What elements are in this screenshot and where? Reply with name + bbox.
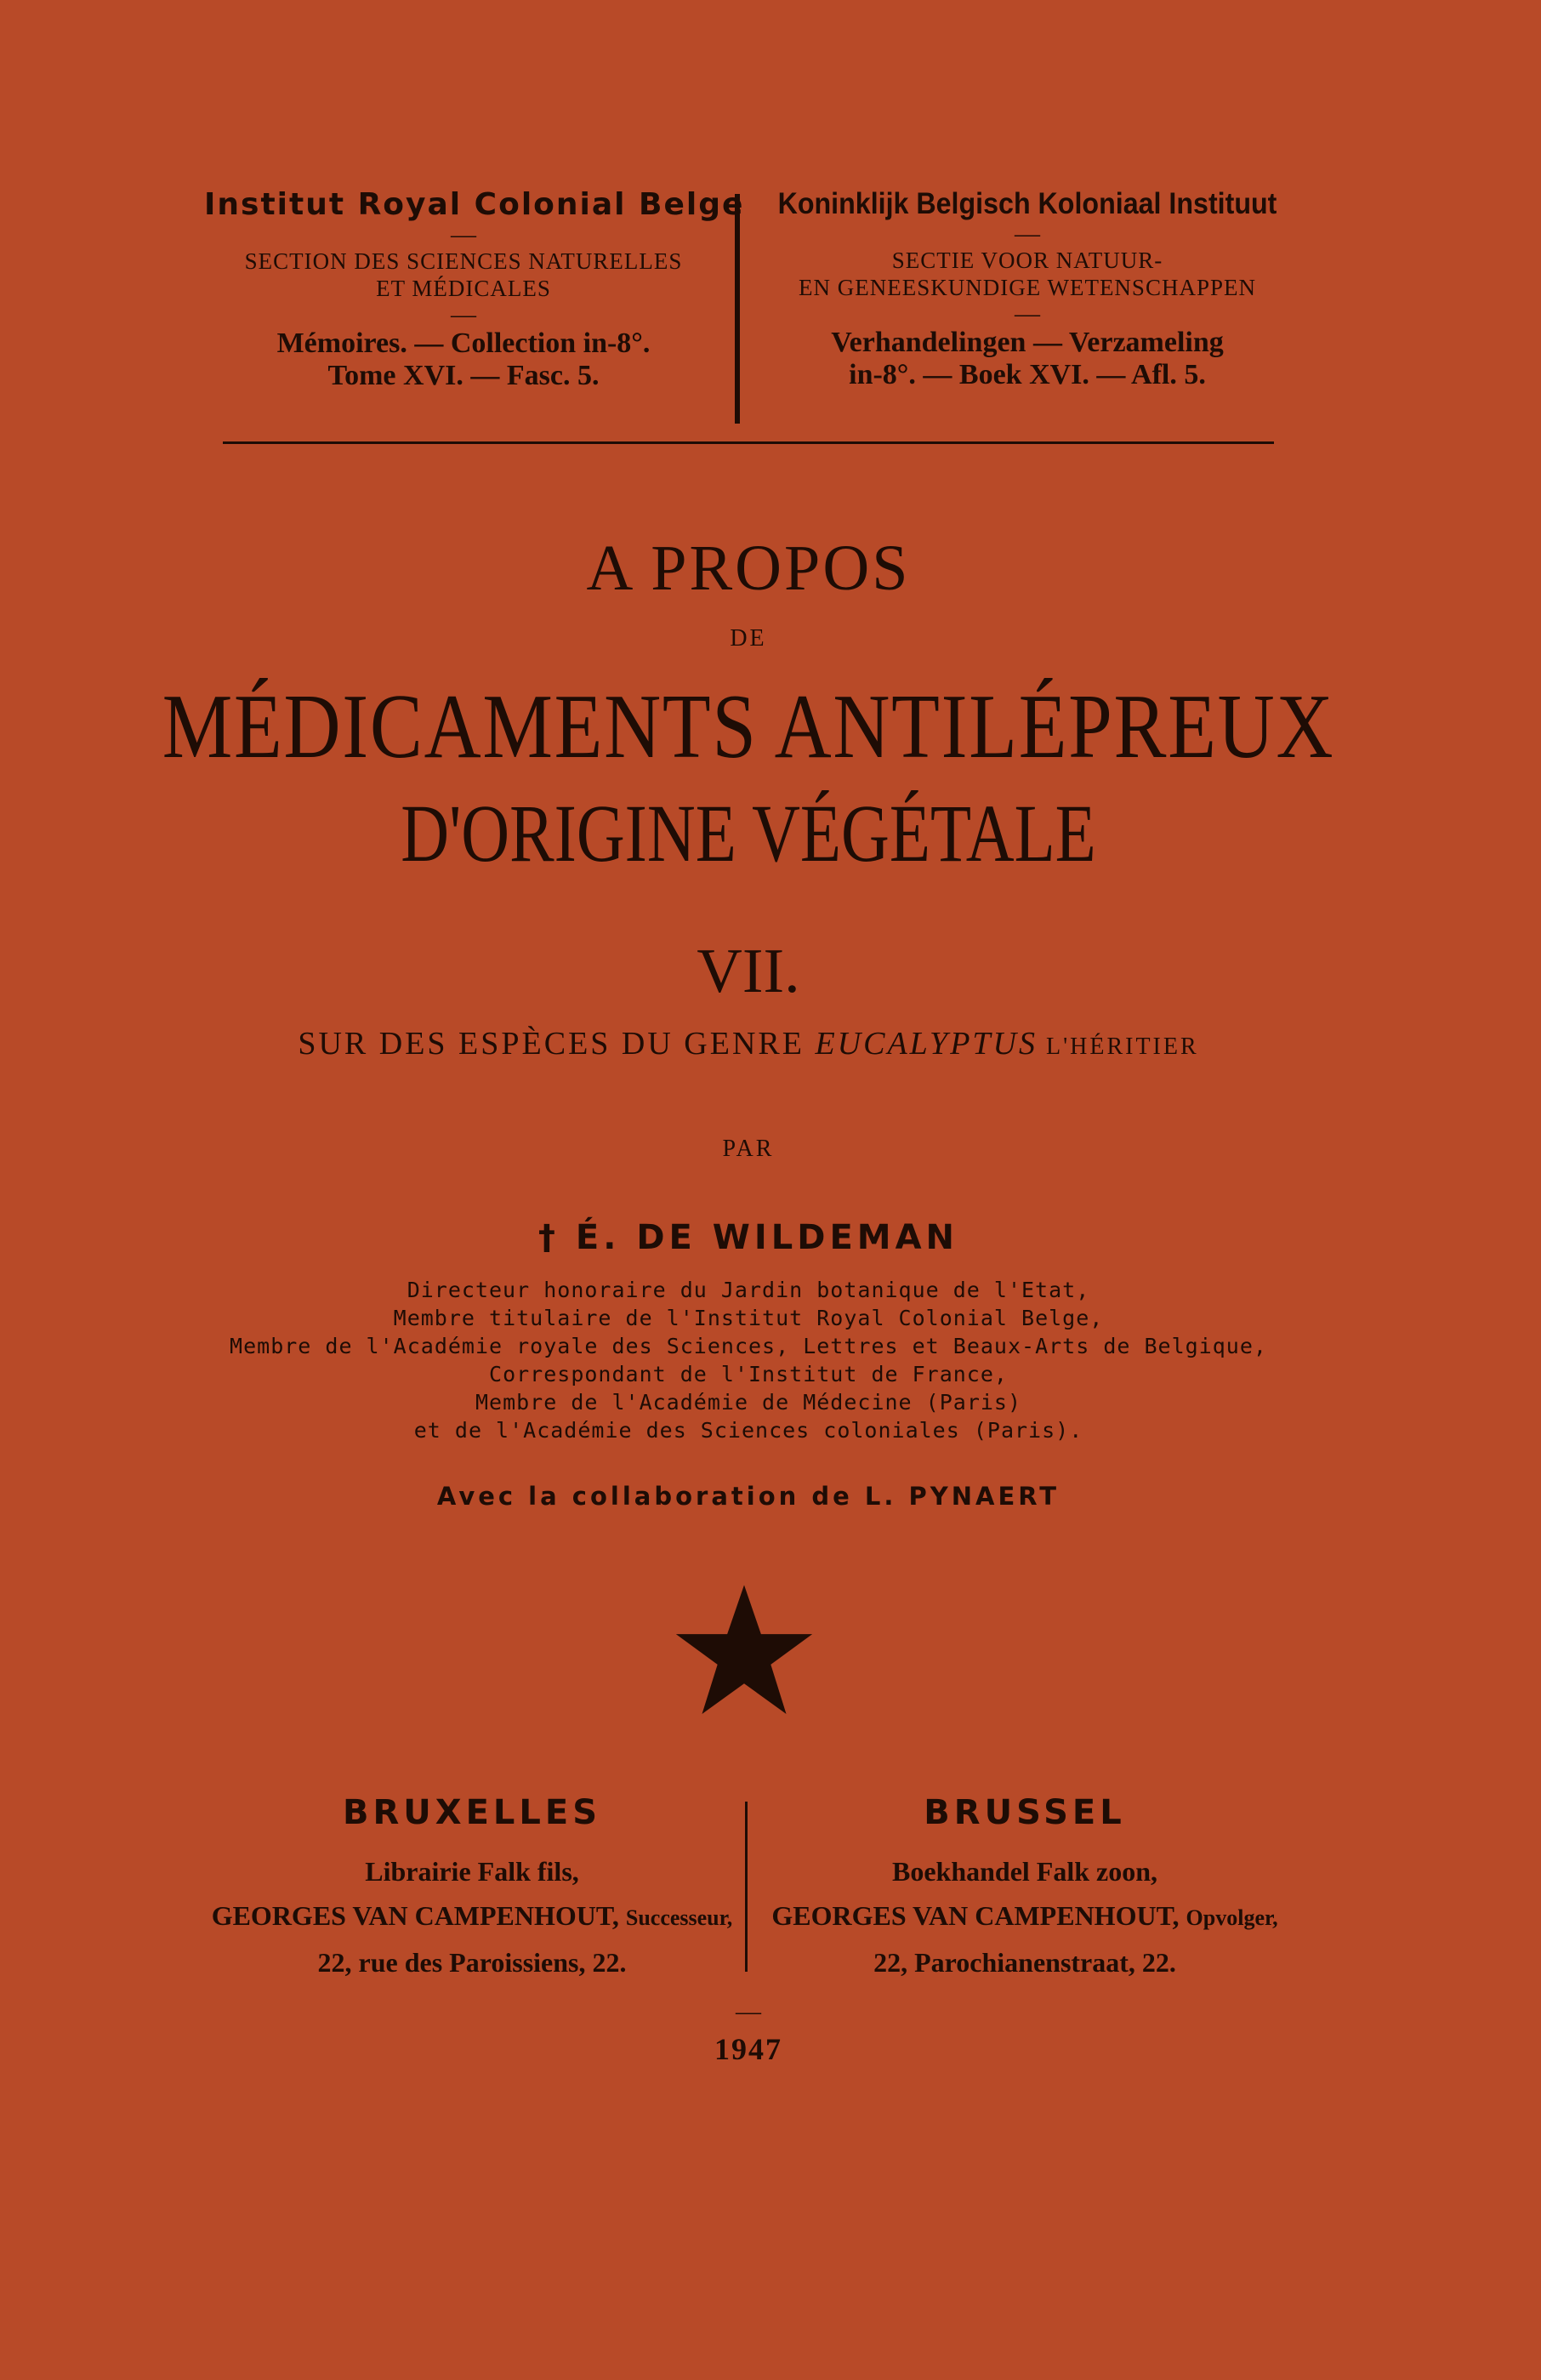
author-name: † É. DE WILDEMAN xyxy=(537,1218,959,1257)
header-dash: — xyxy=(451,220,476,248)
credential-line: Membre titulaire de l'Institut Royal Colonial Belge, xyxy=(393,1306,1104,1330)
header-right xyxy=(755,187,1299,391)
series-fr-2: Tome XVI. — Fasc. 5. xyxy=(327,360,600,391)
publisher-left xyxy=(204,1793,740,1984)
publisher-divider xyxy=(745,1802,748,1972)
title-de: DE xyxy=(730,625,767,652)
subtitle: D'ORIGINE VÉGÉTALE xyxy=(401,788,1096,879)
header-dash: — xyxy=(1015,219,1040,248)
owner-name: GEORGES VAN CAMPENHOUT, xyxy=(211,1900,619,1931)
institute-name-nl: Koninklijk Belgisch Koloniaal Instituut xyxy=(777,187,1277,220)
section-name-fr-2: ET MÉDICALES xyxy=(376,276,551,301)
species-line xyxy=(0,1025,1497,1062)
city-nl: BRUSSEL xyxy=(924,1793,1126,1832)
series-nl-1: Verhandelingen — Verzameling xyxy=(831,327,1224,358)
author-credentials xyxy=(0,1276,1497,1444)
publisher-name-fr: Librairie Falk fils, xyxy=(365,1856,579,1887)
credential-line: Membre de l'Académie royale des Sciences, Lettres et Beaux-Arts de Belgique, xyxy=(230,1334,1267,1358)
publisher-address-nl: 22, Parochianenstraat, 22. xyxy=(873,1947,1176,1978)
title-line-1: A PROPOS xyxy=(586,532,911,604)
header-divider xyxy=(735,194,740,424)
header-rule xyxy=(223,441,1274,444)
header-dash: — xyxy=(1015,299,1040,327)
credential-line: Membre de l'Académie de Médecine (Paris) xyxy=(475,1390,1022,1415)
city-fr: BRUXELLES xyxy=(342,1793,602,1832)
series-fr-1: Mémoires. — Collection in-8°. xyxy=(276,327,651,359)
institute-name-fr: Institut Royal Colonial Belge xyxy=(204,187,745,222)
publisher-name-nl: Boekhandel Falk zoon, xyxy=(891,1856,1158,1887)
footer-dash: — xyxy=(736,1997,761,2025)
publisher-address-fr: 22, rue des Paroissiens, 22. xyxy=(317,1947,627,1978)
star-icon xyxy=(672,1582,816,1718)
genus-name: EUCALYPTUS xyxy=(815,1026,1038,1062)
publisher-owner-fr xyxy=(204,1893,740,1940)
series-nl-2: in-8°. — Boek XVI. — Afl. 5. xyxy=(849,359,1206,390)
publisher-right xyxy=(757,1793,1293,1984)
owner-name: GEORGES VAN CAMPENHOUT, xyxy=(771,1900,1180,1931)
credential-line: et de l'Académie des Sciences coloniales (Paris). xyxy=(413,1418,1083,1443)
species-author: L'HÉRITIER xyxy=(1037,1033,1199,1060)
owner-role: Opvolger, xyxy=(1186,1905,1278,1930)
publisher-owner-nl xyxy=(757,1893,1293,1940)
volume-number: VII. xyxy=(697,937,800,1006)
section-name-nl-1: SECTIE VOOR NATUUR- xyxy=(891,248,1163,273)
header-dash: — xyxy=(451,300,476,328)
credential-line: Directeur honoraire du Jardin botanique de l'Etat, xyxy=(407,1278,1090,1302)
section-name-fr-1: SECTION DES SCIENCES NATURELLES xyxy=(244,248,683,274)
credential-line: Correspondant de l'Institut de France, xyxy=(489,1362,1008,1386)
main-title: MÉDICAMENTS ANTILÉPREUX xyxy=(162,676,1335,777)
par-label: PAR xyxy=(722,1136,775,1162)
species-prefix: SUR DES ESPÈCES DU GENRE xyxy=(298,1026,816,1062)
publication-year: 1947 xyxy=(714,2032,782,2066)
owner-role: Successeur, xyxy=(625,1905,733,1930)
collaboration-line: Avec la collaboration de L. PYNAERT xyxy=(436,1482,1061,1511)
section-name-nl-2: EN GENEESKUNDIGE WETENSCHAPPEN xyxy=(799,275,1256,300)
header-left xyxy=(204,187,745,392)
